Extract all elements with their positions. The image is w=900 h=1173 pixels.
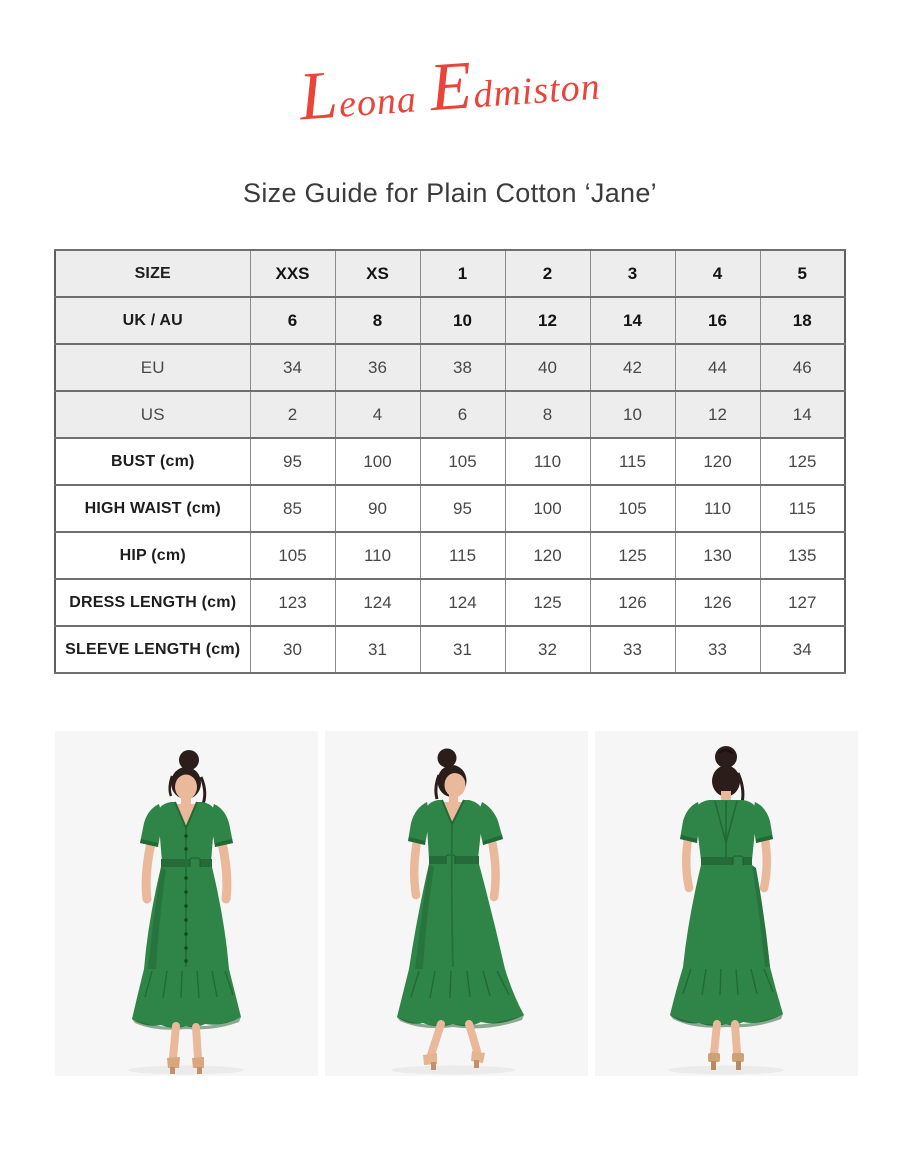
measurement-cell: 32: [505, 626, 590, 673]
brand-logo: [290, 41, 609, 135]
measurement-cell: 120: [505, 532, 590, 579]
measurement-cell: 95: [420, 485, 505, 532]
measurement-cell: 95: [250, 438, 335, 485]
measurement-cell: 135: [760, 532, 845, 579]
size-cell: 2: [250, 391, 335, 438]
size-cell: 4: [675, 250, 760, 297]
measurement-cell: 124: [420, 579, 505, 626]
measurement-cell: 115: [590, 438, 675, 485]
table-row-size: [55, 250, 845, 297]
logo-area: [0, 0, 900, 164]
row-label: SIZE: [55, 250, 250, 297]
measurement-cell: 105: [590, 485, 675, 532]
product-photos: [55, 731, 900, 1076]
measurement-cell: 85: [250, 485, 335, 532]
measurement-cell: 110: [335, 532, 420, 579]
table-row-bust: [55, 438, 845, 485]
size-cell: 5: [760, 250, 845, 297]
measurement-cell: 125: [505, 579, 590, 626]
size-cell: 8: [335, 297, 420, 344]
measurement-cell: 33: [590, 626, 675, 673]
row-label: BUST (cm): [55, 438, 250, 485]
measurement-cell: 105: [250, 532, 335, 579]
measurement-cell: 115: [760, 485, 845, 532]
measurement-cell: 124: [335, 579, 420, 626]
table-row-uk-au: [55, 297, 845, 344]
size-cell: 36: [335, 344, 420, 391]
row-label: UK / AU: [55, 297, 250, 344]
size-cell: 14: [590, 297, 675, 344]
page-title: Size Guide for Plain Cotton ‘Jane’: [243, 178, 657, 208]
measurement-cell: 105: [420, 438, 505, 485]
measurement-cell: 126: [590, 579, 675, 626]
measurement-cell: 126: [675, 579, 760, 626]
measurement-cell: 31: [420, 626, 505, 673]
measurement-cell: 100: [335, 438, 420, 485]
model-photo-three-quarter-view: [325, 731, 588, 1076]
size-cell: 14: [760, 391, 845, 438]
size-cell: 40: [505, 344, 590, 391]
table-row-us: [55, 391, 845, 438]
measurement-cell: 90: [335, 485, 420, 532]
measurement-cell: 100: [505, 485, 590, 532]
size-cell: 3: [590, 250, 675, 297]
measurement-cell: 34: [760, 626, 845, 673]
measurement-cell: 33: [675, 626, 760, 673]
table-row-eu: [55, 344, 845, 391]
row-label: EU: [55, 344, 250, 391]
measurement-cell: 120: [675, 438, 760, 485]
size-cell: 34: [250, 344, 335, 391]
size-cell: 18: [760, 297, 845, 344]
measurement-cell: 125: [760, 438, 845, 485]
size-cell: XS: [335, 250, 420, 297]
size-cell: 16: [675, 297, 760, 344]
size-cell: 10: [420, 297, 505, 344]
table-row-dress-length: [55, 579, 845, 626]
table-row-high-waist: [55, 485, 845, 532]
size-cell: 6: [420, 391, 505, 438]
row-label: HIP (cm): [55, 532, 250, 579]
measurement-cell: 125: [590, 532, 675, 579]
row-label: HIGH WAIST (cm): [55, 485, 250, 532]
size-cell: 8: [505, 391, 590, 438]
measurement-cell: 30: [250, 626, 335, 673]
measurement-cell: 127: [760, 579, 845, 626]
size-cell: 44: [675, 344, 760, 391]
size-cell: 4: [335, 391, 420, 438]
measurement-cell: 110: [675, 485, 760, 532]
size-cell: 12: [675, 391, 760, 438]
size-cell: 10: [590, 391, 675, 438]
model-photo-front-view: [55, 731, 318, 1076]
size-cell: 1: [420, 250, 505, 297]
row-label: SLEEVE LENGTH (cm): [55, 626, 250, 673]
size-cell: 46: [760, 344, 845, 391]
measurement-cell: 130: [675, 532, 760, 579]
size-cell: 6: [250, 297, 335, 344]
size-cell: 2: [505, 250, 590, 297]
brand-logo-first-word: Leona: [297, 55, 419, 135]
size-cell: 38: [420, 344, 505, 391]
size-table: [54, 249, 846, 674]
measurement-cell: 123: [250, 579, 335, 626]
size-cell: XXS: [250, 250, 335, 297]
table-row-hip: [55, 532, 845, 579]
brand-logo-last-word: Edmiston: [427, 46, 603, 126]
model-photo-back-view: [595, 731, 858, 1076]
size-cell: 12: [505, 297, 590, 344]
row-label: US: [55, 391, 250, 438]
measurement-cell: 110: [505, 438, 590, 485]
measurement-cell: 115: [420, 532, 505, 579]
size-cell: 42: [590, 344, 675, 391]
table-row-sleeve-length: [55, 626, 845, 673]
row-label: DRESS LENGTH (cm): [55, 579, 250, 626]
measurement-cell: 31: [335, 626, 420, 673]
